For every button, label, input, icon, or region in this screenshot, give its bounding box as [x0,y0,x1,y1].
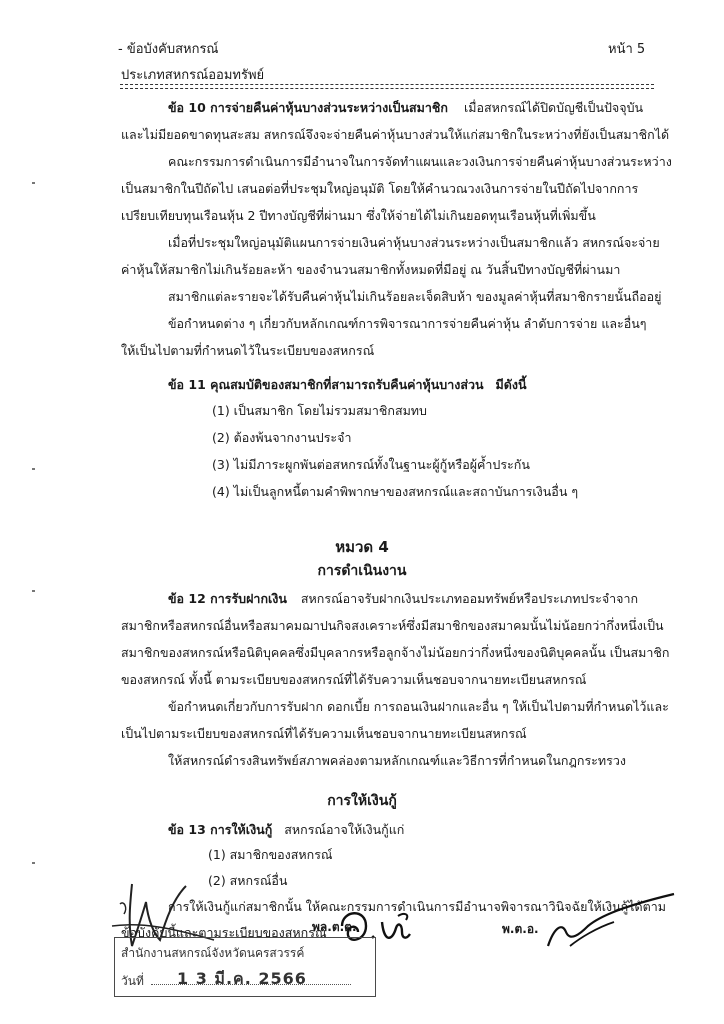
header-divider [120,84,654,89]
section-11-item: (1) เป็นสมาชิก โดยไม่รวมสมาชิกสมทบ [212,403,427,418]
section-13-heading-tail: สหกรณ์อาจให้เงินกู้แก่ [284,822,405,837]
chapter-title: การดำเนินงาน [317,563,407,579]
section-12-line-1 [168,591,638,607]
section-10-line-9: ข้อกำหนดต่าง ๆ เกี่ยวกับหลักเกณฑ์การพิจารณาการจ่ายคืนค่าหุ้น ลำดับการจ่าย และอื่นๆ [168,316,647,331]
section-10-line-10: ให้เป็นไปตามที่กำหนดไว้ในระเบียบของสหกรณ์ [121,343,375,358]
section-10-heading: ข้อ 10 การจ่ายคืนค่าหุ้นบางส่วนระหว่างเป็นสมาชิก [168,100,448,115]
signature-label-pt: พ.ต.อ. [502,922,539,936]
section-10-text: เมื่อสหกรณ์ได้ปิดบัญชีเป็นปัจจุบัน [463,100,644,115]
stamp-office-name: สำนักงานสหกรณ์จังหวัดนครสวรรค์ [121,946,305,960]
page-number: หน้า 5 [608,42,646,57]
coop-type: ประเภทสหกรณ์ออมทรัพย์ [121,68,265,83]
section-13-heading-line [168,822,404,838]
section-12-line-6: เป็นไปตามระเบียบของสหกรณ์ที่ได้รับความเห็นชอบจากนายทะเบียนสหกรณ์ [121,726,527,741]
section-12-line-2: สมาชิกหรือสหกรณ์อื่นหรือสมาคมฌาปนกิจสงเคราะห์ซึ่งมีสมาชิกของสมาคมนั้นไม่น้อยกว่ากึ่งหนึ่งเป็น [121,618,664,633]
bullet: - [118,42,127,57]
section-10-line-3: คณะกรรมการดำเนินการมีอำนาจในการจัดทำแผนและวงเงินการจ่ายคืนค่าหุ้นบางส่วนระหว่าง [168,154,672,169]
section-11-heading-line [168,377,527,393]
section-12-line-4: ของสหกรณ์ ทั้งนี้ ตามระเบียบของสหกรณ์ที่ได้รับความเห็นชอบจากนายทะเบียนสหกรณ์ [121,672,587,687]
section-10-line-6: เมื่อที่ประชุมใหญ่อนุมัติแผนการจ่ายเงินค่าหุ้นบางส่วนระหว่างเป็นสมาชิกแล้ว สหกรณ์จะจ่าย [168,235,660,250]
scan-mark [32,182,35,184]
section-13-item: (2) สหกรณ์อื่น [208,873,288,888]
section-11-item: (2) ต้องพ้นจากงานประจำ [212,430,352,445]
scan-mark [32,862,35,864]
section-12-line-7: ให้สหกรณ์ดำรงสินทรัพย์สภาพคล่องตามหลักเกณฑ์และวิธีการที่กำหนดในกฎกระทรวง [168,753,626,768]
section-12-heading: ข้อ 12 การรับฝากเงิน [168,591,287,606]
scan-mark [32,468,35,470]
section-13-item: (1) สมาชิกของสหกรณ์ [208,847,333,862]
section-10-line-8: สมาชิกแต่ละรายจะได้รับคืนค่าหุ้นไม่เกินร้อยละเจ็ดสิบห้า ของมูลค่าหุ้นที่สมาชิกรายนั้นถืออยู่ [168,289,662,304]
section-11-heading: ข้อ 11 คุณสมบัติของสมาชิกที่สามารถรับคืนค่าหุ้นบางส่วน [168,377,484,392]
stamp-date-label: วันที่ [121,974,144,988]
section-10-line-7: ค่าหุ้นให้สมาชิกไม่เกินร้อยละห้า ของจำนวนสมาชิกทั้งหมดที่มีอยู่ ณ วันสิ้นปีทางบัญชีที่ผ่านมา [121,262,621,277]
section-11-heading-tail: มีดังนี้ [495,377,527,392]
section-10-line-1 [168,100,643,116]
chapter-number: หมวด 4 [335,538,389,556]
signature-right [540,888,680,958]
doc-title-text: ข้อบังคับสหกรณ์ [126,42,219,57]
doc-title [118,38,219,59]
section-13-heading: ข้อ 13 การให้เงินกู้ [168,822,273,837]
section-12-line-5: ข้อกำหนดเกี่ยวกับการรับฝาก ดอกเบี้ย การถอนเงินฝากและอื่น ๆ ให้เป็นไปตามที่กำหนดไว้และ [168,699,669,714]
section-11-item: (3) ไม่มีภาระผูกพันต่อสหกรณ์ทั้งในฐานะผู้กู้หรือผู้ค้ำประกัน [212,457,530,472]
stamp-date-value: 1 3 มี.ค. 2566 [177,969,307,988]
section-10-line-2: และไม่มียอดขาดทุนสะสม สหกรณ์จึงจะจ่ายคืนค่าหุ้นบางส่วนให้แก่สมาชิกในระหว่างที่ยังเป็นสมาชิกได้ [121,127,670,142]
office-stamp [114,937,376,997]
scan-mark [32,590,35,592]
section-13-line-1: การให้เงินกู้แก่สมาชิกนั้น ให้คณะกรรมการดำเนินการมีอำนาจพิจารณาวินิจฉัยให้เงินกู้ได้ตาม [168,899,667,914]
loan-section-title: การให้เงินกู้ [327,793,397,809]
section-10-line-5: เปรียบเทียบทุนเรือนหุ้น 2 ปีทางบัญชีที่ผ่านมา ซึ่งให้จ่ายได้ไม่เกินยอดทุนเรือนหุ้นที่เพิ่มขึ้น [121,208,596,223]
section-10-line-4: เป็นสมาชิกในปีถัดไป เสนอต่อที่ประชุมใหญ่อนุมัติ โดยให้คำนวณวงเงินการจ่ายในปีถัดไปจากการ [121,181,639,196]
signature-label-pl: พล.ต.ต. [312,920,357,934]
section-12-line-3: สมาชิกของสหกรณ์หรือนิติบุคคลซึ่งมีบุคลากรหรือลูกจ้างไม่น้อยกว่ากึ่งหนึ่งของนิติบุคคลนั้น เป็นสมาชิก [121,645,670,660]
section-13-line-2: ข้อบังคับนี้และตามระเบียบของสหกรณ์ [121,925,327,940]
section-11-item: (4) ไม่เป็นลูกหนี้ตามคำพิพากษาของสหกรณ์และสถาบันการเงินอื่น ๆ [212,484,579,499]
section-12-text: สหกรณ์อาจรับฝากเงินประเภทออมทรัพย์หรือประเภทประจำจาก [300,591,639,606]
